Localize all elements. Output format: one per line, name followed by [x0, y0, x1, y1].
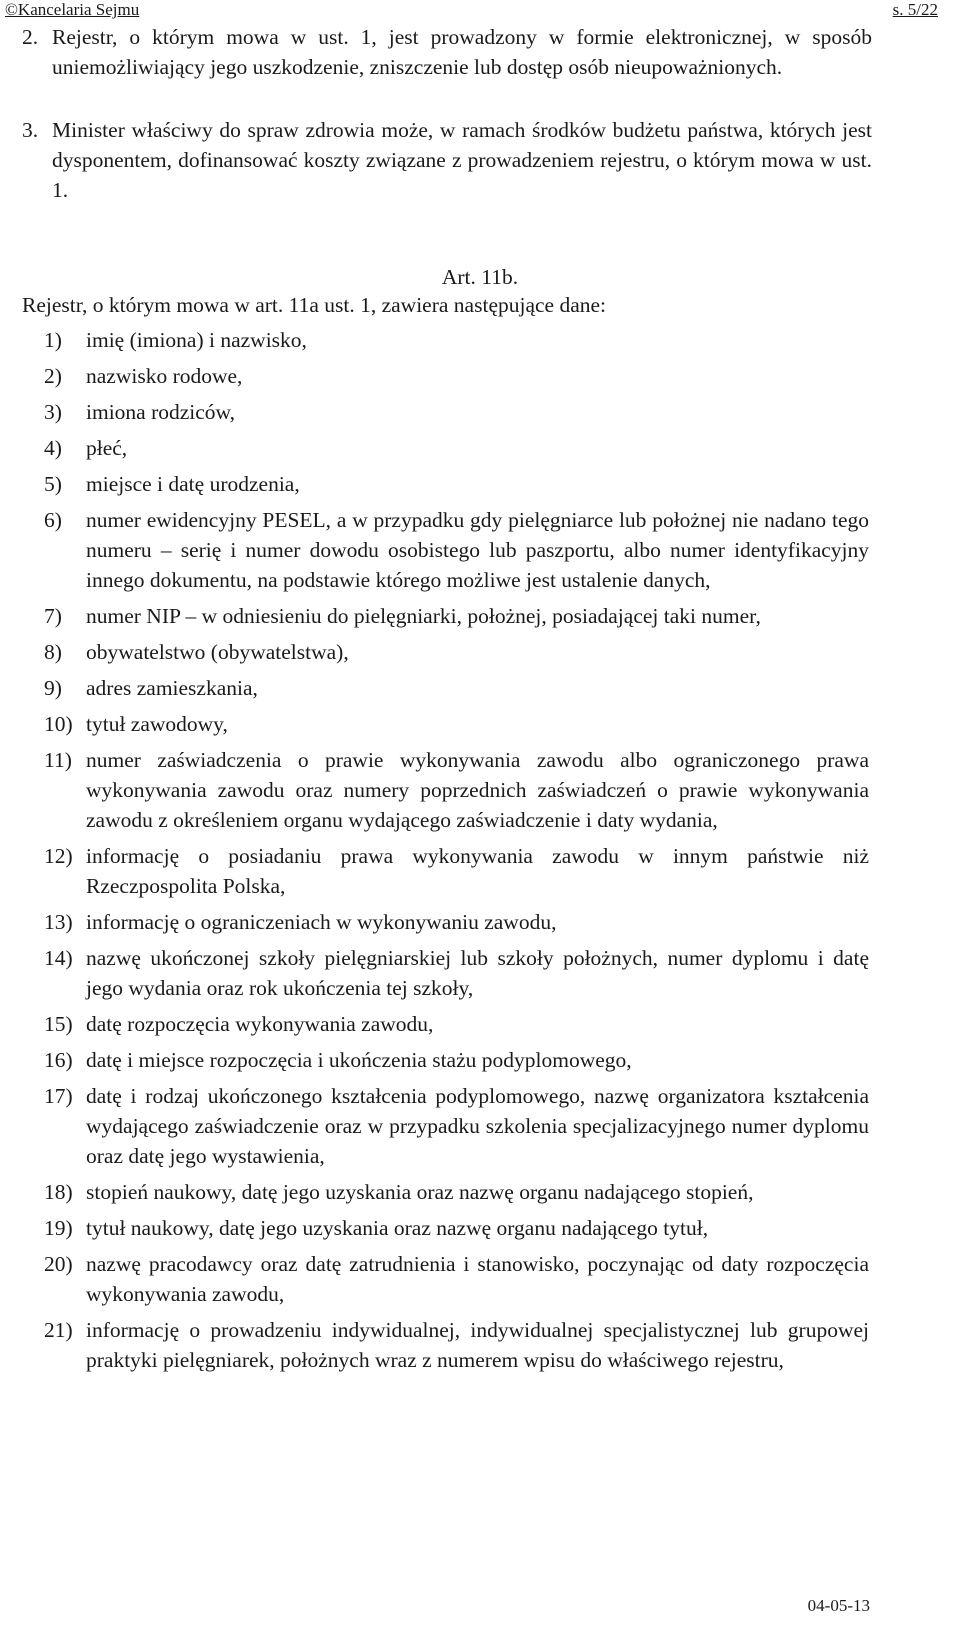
list-item-number: 21)	[44, 1318, 73, 1342]
list-item-number: 13)	[44, 910, 73, 934]
list-item-number: 8)	[44, 640, 62, 664]
list-item	[44, 1213, 869, 1243]
list-item	[44, 943, 869, 1003]
list-item-number: 11)	[44, 748, 72, 772]
list-item	[44, 673, 869, 703]
copyright-link[interactable]: ©Kancelaria Sejmu	[5, 0, 140, 19]
paragraph-text: Minister właściwy do spraw zdrowia może, w ramach środków budżetu państwa, których jest dysponentem, dofinansować koszty związane z prowadzeniem rejestru, o którym mowa w ust. 1.	[52, 118, 872, 202]
list-item	[44, 1315, 869, 1375]
list-item-text: numer ewidencyjny PESEL, a w przypadku gdy pielęgniarce lub położnej nie nadano tego numeru – serię i numer dowodu osobistego lub paszportu, albo numer identyfikacyjny innego dokumentu, na podstawie którego możliwe jest ustalenie danych,	[86, 508, 869, 592]
list-item	[44, 637, 869, 667]
copyright-header	[5, 0, 139, 20]
list-item	[44, 361, 869, 391]
list-item-number: 6)	[44, 508, 62, 532]
list-item-text: imiona rodziców,	[86, 400, 236, 424]
list-item-text: tytuł zawodowy,	[86, 712, 228, 736]
list-item-text: imię (imiona) i nazwisko,	[86, 328, 307, 352]
list-item-text: obywatelstwo (obywatelstwa),	[86, 640, 349, 664]
list-item-number: 10)	[44, 712, 73, 736]
list-item-text: datę i rodzaj ukończonego kształcenia podyplomowego, nazwę organizatora kształcenia wydającego zaświadczenie oraz w przypadku szkolenia specjalizacyjnego numer dyplomu oraz datę jego wystawienia,	[86, 1084, 869, 1168]
list-item-text: nazwę pracodawcy oraz datę zatrudnienia i stanowisko, poczynając od daty rozpoczęcia wykonywania zawodu,	[86, 1252, 869, 1306]
footer-date: 04-05-13	[807, 1596, 870, 1615]
list-item-number: 15)	[44, 1012, 73, 1036]
list-item-number: 4)	[44, 436, 62, 460]
list-item-number: 14)	[44, 946, 73, 970]
list-item	[44, 841, 869, 901]
list-item-number: 9)	[44, 676, 62, 700]
list-item	[44, 397, 869, 427]
list-item	[44, 1249, 869, 1309]
list-item-text: informację o prowadzeniu indywidualnej, indywidualnej specjalistycznej lub grupowej praktyki pielęgniarek, położnych wraz z numerem wpisu do właściwego rejestru,	[86, 1318, 869, 1372]
list-item-number: 1)	[44, 328, 62, 352]
list-item-number: 3)	[44, 400, 62, 424]
list-item-text: nazwisko rodowe,	[86, 364, 243, 388]
paragraph-2	[22, 22, 872, 82]
list-item-number: 2)	[44, 364, 62, 388]
page-number-header	[893, 0, 938, 20]
list-item-text: informację o posiadaniu prawa wykonywania zawodu w innym państwie niż Rzeczpospolita Polska,	[86, 844, 869, 898]
list-item-number: 5)	[44, 472, 62, 496]
list-item-text: miejsce i datę urodzenia,	[86, 472, 300, 496]
list-item-text: nazwę ukończonej szkoły pielęgniarskiej lub szkoły położnych, numer dyplomu i datę jego wydania oraz rok ukończenia tej szkoły,	[86, 946, 869, 1000]
list-item-number: 17)	[44, 1084, 73, 1108]
list-item	[44, 601, 869, 631]
list-item-text: datę i miejsce rozpoczęcia i ukończenia stażu podyplomowego,	[86, 1048, 632, 1072]
list-item-text: informację o ograniczeniach w wykonywaniu zawodu,	[86, 910, 557, 934]
list-item	[44, 745, 869, 835]
data-items-list	[44, 325, 869, 1381]
page-number-link[interactable]: s. 5/22	[892, 0, 938, 19]
article-title: Art. 11b.	[441, 265, 519, 289]
list-item	[44, 907, 869, 937]
list-item-number: 7)	[44, 604, 62, 628]
list-item	[44, 1081, 869, 1171]
list-item	[44, 1177, 869, 1207]
list-item	[44, 433, 869, 463]
list-item-text: stopień naukowy, datę jego uzyskania oraz nazwę organu nadającego stopień,	[86, 1180, 754, 1204]
list-item	[44, 325, 869, 355]
list-item	[44, 1009, 869, 1039]
list-item-text: płeć,	[86, 436, 128, 460]
paragraph-text: Rejestr, o którym mowa w ust. 1, jest prowadzony w formie elektronicznej, w sposób uniemożliwiający jego uszkodzenie, zniszczenie lub dostęp osób nieupoważnionych.	[52, 25, 872, 79]
list-item	[44, 709, 869, 739]
list-item-text: datę rozpoczęcia wykonywania zawodu,	[86, 1012, 434, 1036]
list-item-number: 18)	[44, 1180, 73, 1204]
paragraph-number: 3.	[22, 118, 39, 142]
list-item	[44, 1045, 869, 1075]
article-intro: Rejestr, o którym mowa w art. 11a ust. 1, zawiera następujące dane:	[22, 293, 607, 317]
list-item-number: 16)	[44, 1048, 73, 1072]
list-item	[44, 505, 869, 595]
paragraph-number: 2.	[22, 25, 39, 49]
list-item	[44, 469, 869, 499]
list-item-text: tytuł naukowy, datę jego uzyskania oraz nazwę organu nadającego tytuł,	[86, 1216, 709, 1240]
list-item-text: numer NIP – w odniesieniu do pielęgniarki, położnej, posiadającej taki numer,	[86, 604, 761, 628]
list-item-number: 12)	[44, 844, 73, 868]
list-item-number: 19)	[44, 1216, 73, 1240]
list-item-number: 20)	[44, 1252, 73, 1276]
paragraph-3	[22, 115, 872, 205]
list-item-text: adres zamieszkania,	[86, 676, 258, 700]
list-item-text: numer zaświadczenia o prawie wykonywania zawodu albo ograniczonego prawa wykonywania zawodu oraz numery poprzednich zaświadczeń o prawie wykonywania zawodu z określeniem organu wydającego zaświadczenie i daty wydania,	[86, 748, 869, 832]
